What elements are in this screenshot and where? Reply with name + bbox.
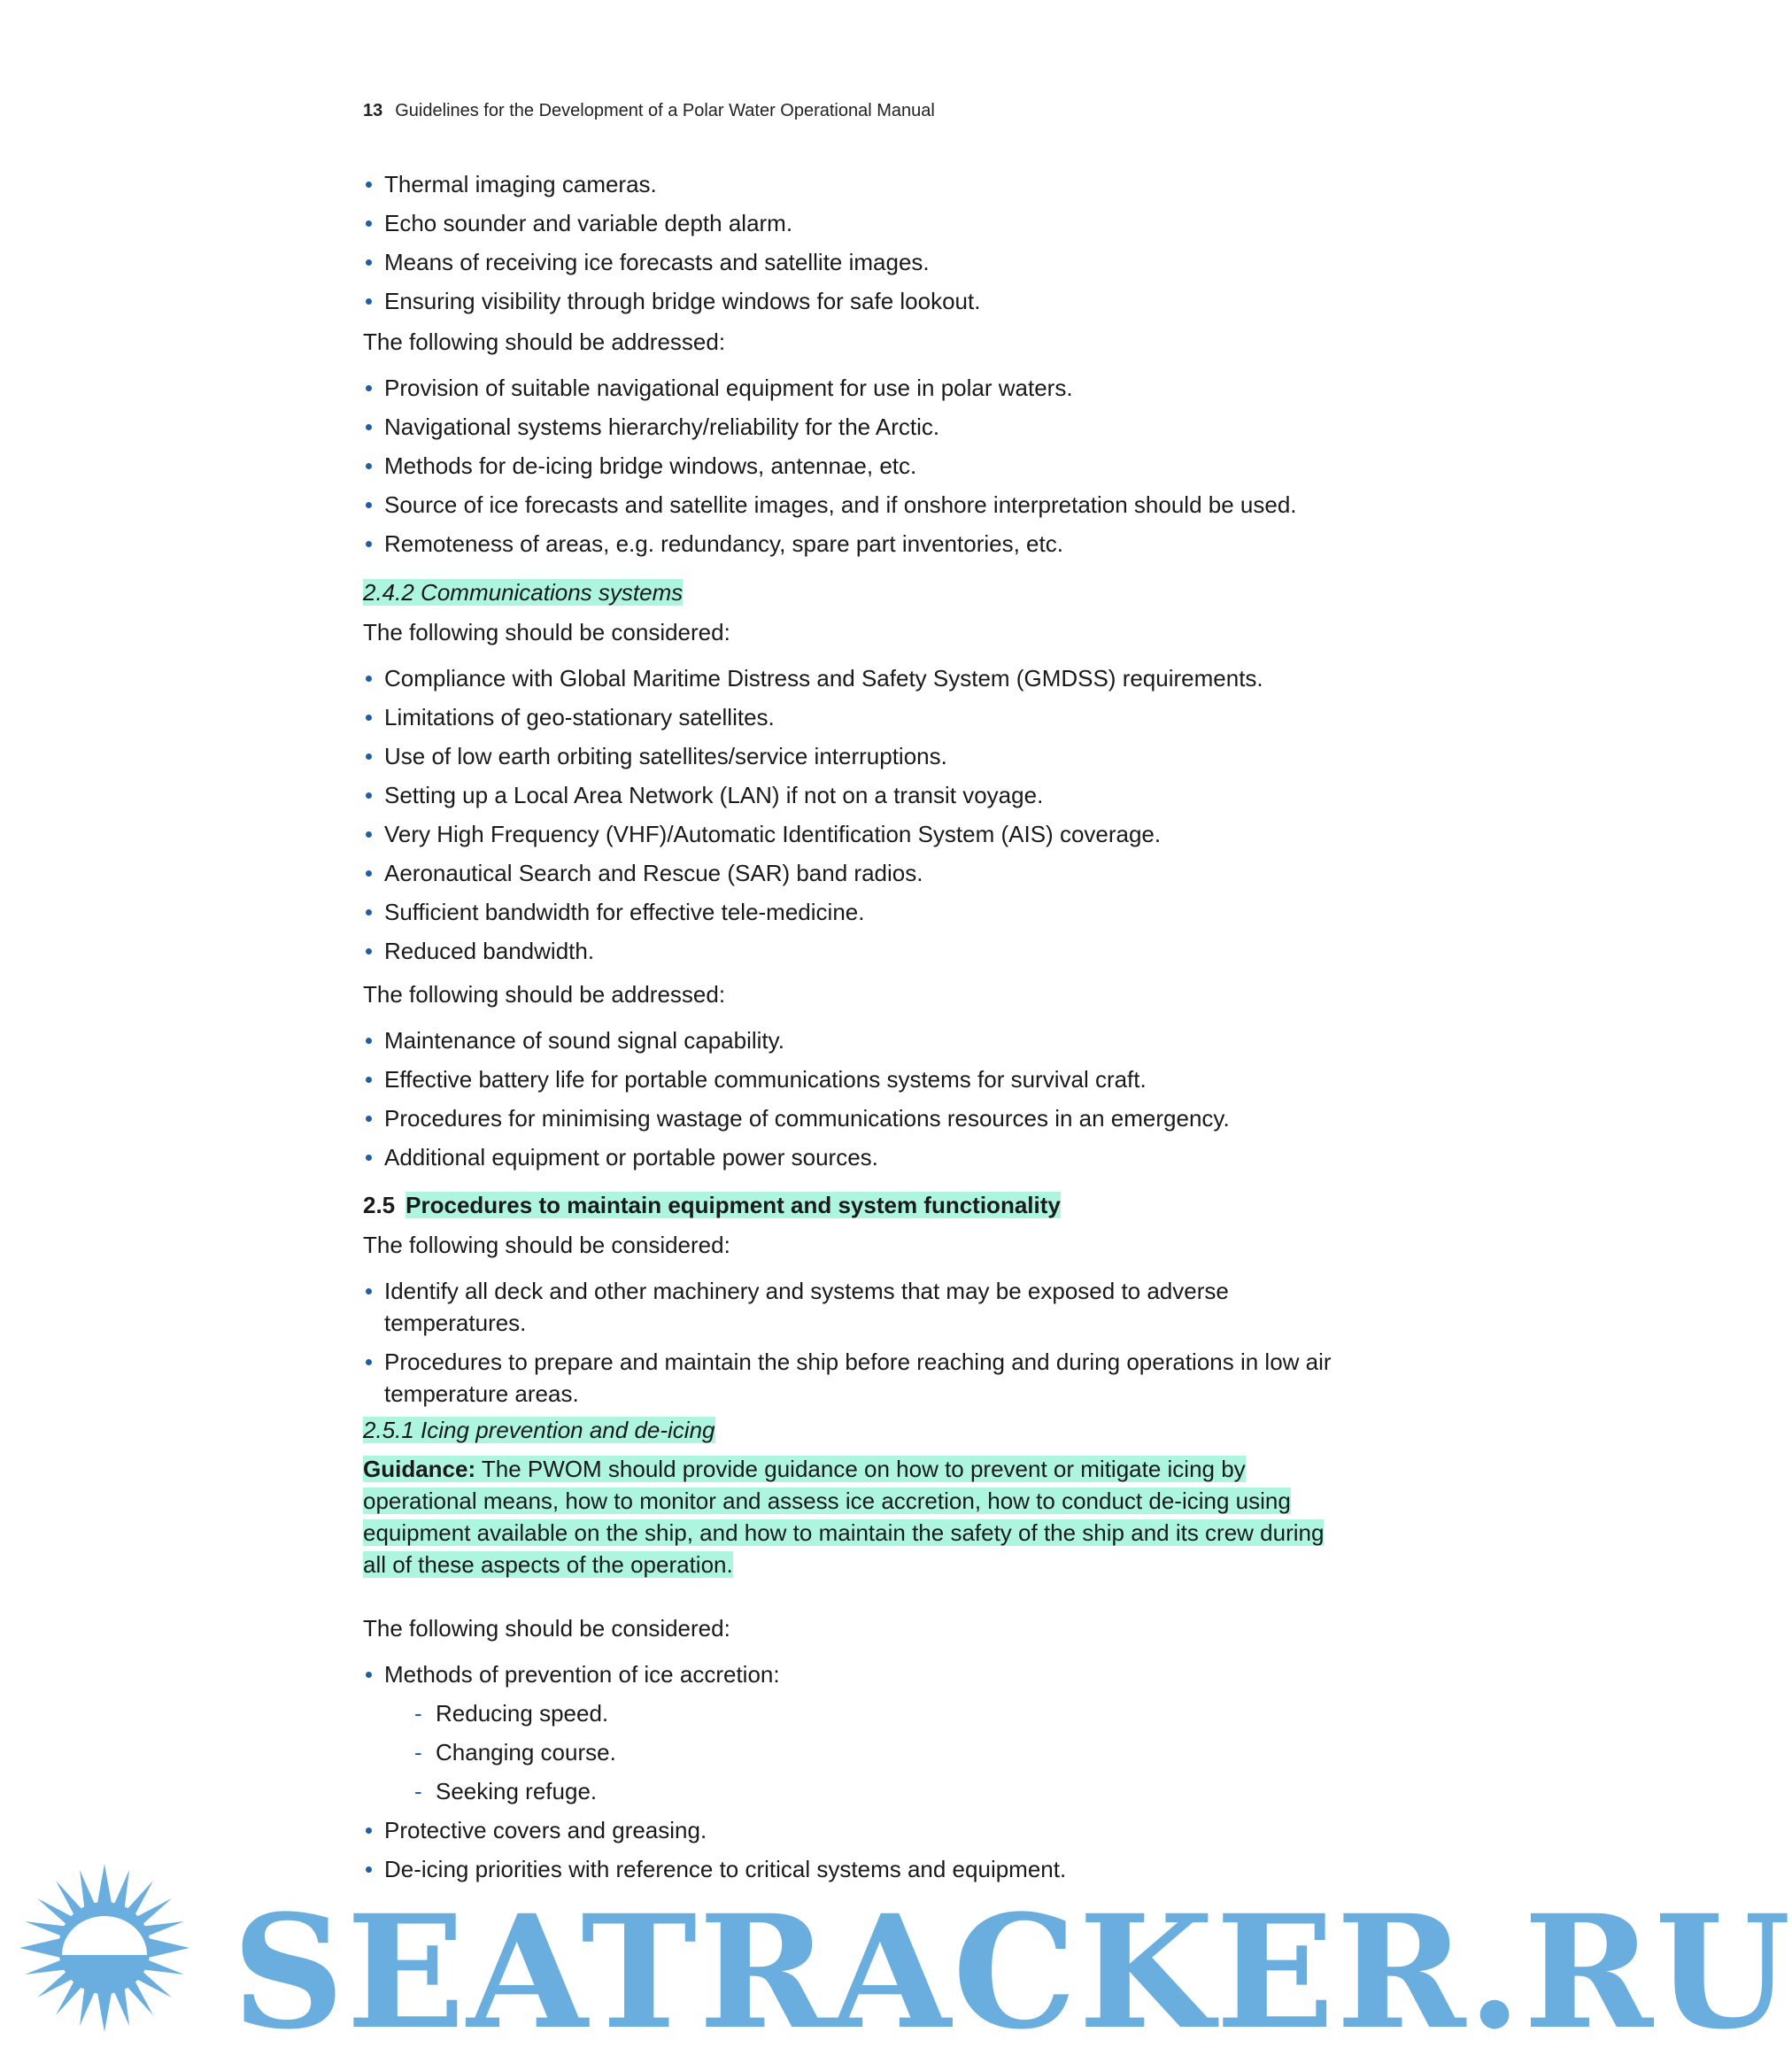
sub-list-item: - Changing course. (363, 1736, 1363, 1768)
bullet-list (363, 372, 1363, 567)
bullet-icon (366, 424, 372, 430)
bullet-icon (366, 870, 372, 877)
bullet-icon (366, 182, 372, 188)
bullet-icon (366, 298, 372, 305)
paragraph: The following should be considered: (363, 1232, 730, 1258)
list-item: Sufficient bandwidth for effective tele-medicine. (363, 896, 1363, 928)
bullet-icon (366, 948, 372, 954)
bullet-icon (366, 1155, 372, 1161)
list-item: Provision of suitable navigational equipment for use in polar waters. (363, 372, 1363, 404)
list-item: Procedures to prepare and maintain the ship before reaching and during operations in low air temperature areas. (363, 1346, 1346, 1410)
section-number: 2.5 (363, 1192, 396, 1218)
document-title: Guidelines for the Development of a Polar Water Operational Manual (395, 101, 935, 120)
bullet-list (363, 168, 1363, 324)
bullet-icon (366, 502, 372, 508)
bullet-icon (366, 541, 372, 547)
paragraph: The following should be addressed: (363, 981, 726, 1008)
list-item: Methods for de-icing bridge windows, antennae, etc. (363, 450, 1363, 482)
dash-icon: - (414, 1700, 422, 1727)
list-item: Procedures for minimising wastage of communications resources in an emergency. (363, 1102, 1363, 1134)
bullet-icon (366, 753, 372, 760)
list-item: Remoteness of areas, e.g. redundancy, spare part inventories, etc. (363, 528, 1363, 560)
page-header (363, 101, 935, 121)
bullet-icon (366, 1077, 372, 1083)
page-number: 13 (363, 101, 383, 120)
bullet-icon (366, 1038, 372, 1044)
bullet-icon (366, 259, 372, 266)
paragraph: The following should be considered: (363, 619, 730, 645)
list-item: Effective battery life for portable communications systems for survival craft. (363, 1063, 1363, 1095)
guidance-text: The PWOM should provide guidance on how to prevent or mitigate icing by operational means, how to monitor and assess ice accretion, how to conduct de-icing using equipment available on the ship, and how to maintain the safety of the ship and its crew during all of these aspects of the operation. (363, 1456, 1325, 1578)
list-item: Navigational systems hierarchy/reliability for the Arctic. (363, 411, 1363, 443)
guidance-label: Guidance: (363, 1456, 476, 1482)
list-item: Echo sounder and variable depth alarm. (363, 207, 1363, 239)
list-item: Maintenance of sound signal capability. (363, 1024, 1363, 1056)
list-item: Ensuring visibility through bridge windows for safe lookout. (363, 285, 1363, 317)
bullet-icon (366, 715, 372, 721)
bullet-icon (366, 1116, 372, 1122)
sub-list-item: - Seeking refuge. (363, 1775, 1363, 1807)
list-item: Compliance with Global Maritime Distress and Safety System (GMDSS) requirements. (363, 662, 1363, 694)
section-heading-2-5 (363, 1189, 1363, 1221)
list-item: Additional equipment or portable power sources. (363, 1141, 1363, 1173)
list-item: De-icing priorities with reference to critical systems and equipment. (363, 1853, 1363, 1885)
bullet-icon (366, 1359, 372, 1365)
bullet-icon (366, 909, 372, 916)
bullet-icon (366, 792, 372, 799)
bullet-icon (366, 676, 372, 682)
bullet-icon (366, 1288, 372, 1294)
sub-list-item: - Reducing speed. (363, 1697, 1363, 1729)
bullet-icon (366, 385, 372, 391)
paragraph: The following should be considered: (363, 1615, 730, 1642)
bullet-icon (366, 463, 372, 469)
subsection-heading-2-5-1: 2.5.1 Icing prevention and de-icing (363, 1417, 715, 1443)
bullet-icon (366, 1672, 372, 1678)
section-title: Procedures to maintain equipment and system functionality (406, 1192, 1061, 1218)
list-item: Thermal imaging cameras. (363, 168, 1363, 200)
list-item: Identify all deck and other machinery and systems that may be exposed to adverse temperatures. (363, 1275, 1346, 1339)
list-item: Setting up a Local Area Network (LAN) if not on a transit voyage. (363, 779, 1363, 811)
bullet-list (363, 1658, 1363, 1892)
list-item: Aeronautical Search and Rescue (SAR) band radios. (363, 857, 1363, 889)
watermark-text: SEATRACKER.RU (232, 1881, 1792, 2064)
subsection-heading-2-4-2: 2.4.2 Communications systems (363, 579, 684, 606)
list-item: Means of receiving ice forecasts and satellite images. (363, 246, 1363, 278)
list-item: Use of low earth orbiting satellites/service interruptions. (363, 740, 1363, 772)
bullet-icon (366, 220, 372, 227)
bullet-icon (366, 831, 372, 838)
list-item: Very High Frequency (VHF)/Automatic Identification System (AIS) coverage. (363, 818, 1363, 850)
paragraph: The following should be addressed: (363, 328, 726, 355)
dash-icon: - (414, 1739, 422, 1766)
list-item: Limitations of geo-stationary satellites. (363, 701, 1363, 733)
bullet-icon (366, 1828, 372, 1834)
bullet-list (363, 1275, 1346, 1417)
list-item: Reduced bandwidth. (363, 935, 1363, 967)
list-item: Protective covers and greasing. (363, 1814, 1363, 1846)
bullet-list (363, 1024, 1363, 1180)
dash-icon: - (414, 1778, 422, 1804)
list-item: Source of ice forecasts and satellite images, and if onshore interpretation should be used. (363, 489, 1363, 521)
bullet-list (363, 662, 1363, 974)
guidance-box (363, 1453, 1350, 1580)
list-item: Methods of prevention of ice accretion: (363, 1658, 1363, 1690)
